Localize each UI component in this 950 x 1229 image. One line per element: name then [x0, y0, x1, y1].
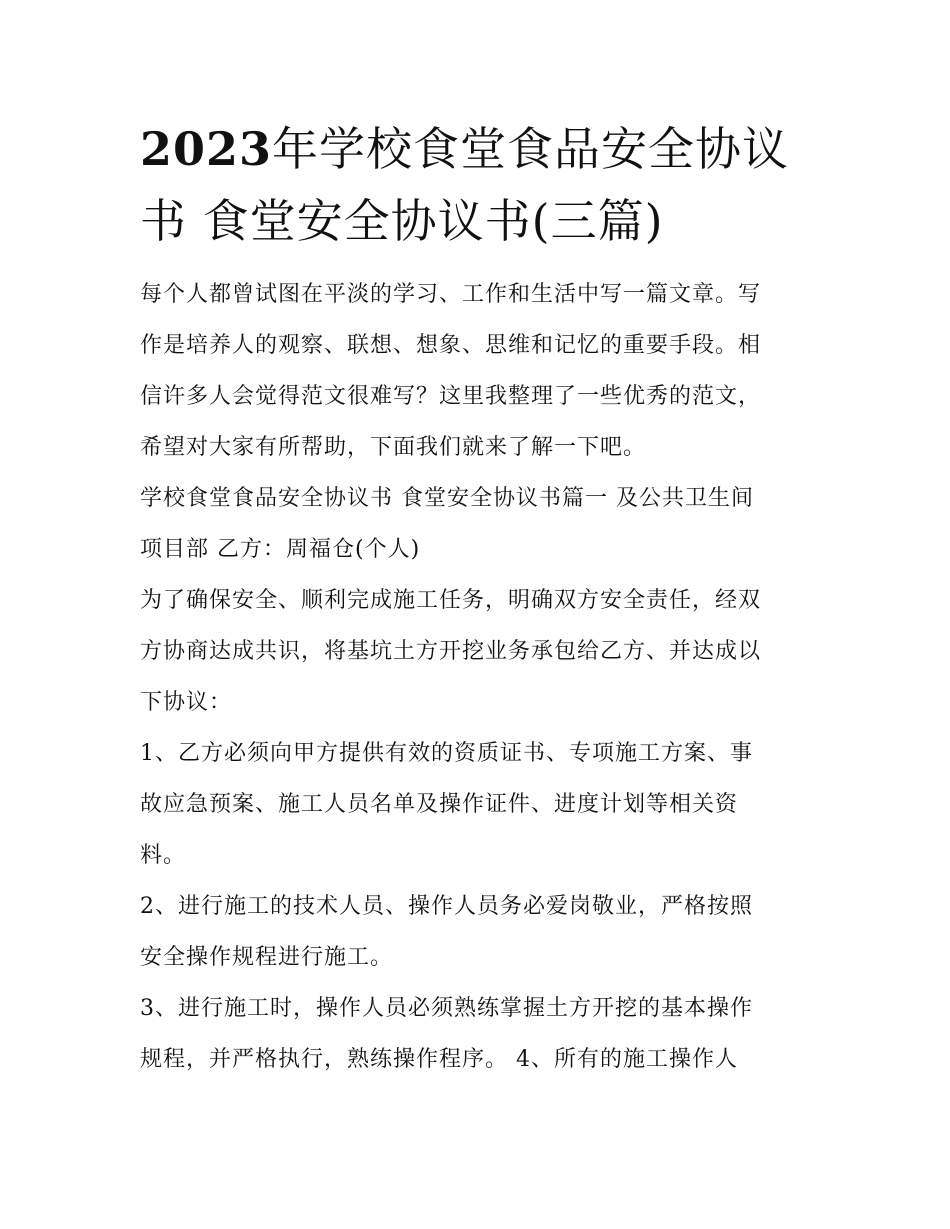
- text-line: 安全操作规程进行施工。: [140, 945, 394, 970]
- text-line: 2、进行施工的技术人员、操作人员务必爱岗敬业，严格按照: [140, 894, 753, 919]
- title-line2: 书 食堂安全协议书(三篇): [140, 194, 664, 248]
- title-year: 2023: [140, 122, 273, 176]
- text-line: 作是培养人的观察、联想、想象、思维和记忆的重要手段。相: [140, 333, 762, 358]
- text-line: 方协商达成共识，将基坑土方开挖业务承包给乙方、并达成以: [140, 639, 762, 664]
- text-line: 项目部 乙方：周福仓(个人): [140, 537, 421, 562]
- text-line: 3、进行施工时，操作人员必须熟练掌握土方开挖的基本操作: [140, 996, 753, 1021]
- text-line: 1、乙方必须向甲方提供有效的资质证书、专项施工方案、事: [140, 741, 753, 766]
- title-line1-rest: 年学校食堂食品安全协议: [272, 122, 790, 176]
- text-line: 学校食堂食品安全协议书 食堂安全协议书篇一 及公共卫生间: [140, 486, 754, 511]
- document-content: [140, 113, 820, 1085]
- text-line: 希望对大家有所帮助，下面我们就来了解一下吧。: [140, 435, 647, 460]
- text-line: 信许多人会觉得范文很难写？这里我整理了一些优秀的范文，: [140, 384, 762, 409]
- text-line: 规程，并严格执行，熟练操作程序。 4、所有的施工操作人: [140, 1047, 738, 1072]
- text-line: 为了确保安全、顺利完成施工任务，明确双方安全责任，经双: [140, 588, 762, 613]
- text-line: 故应急预案、施工人员名单及操作证件、进度计划等相关资: [140, 792, 739, 817]
- text-line: 每个人都曾试图在平淡的学习、工作和生活中写一篇文章。写: [140, 282, 762, 307]
- document-title: [140, 113, 820, 257]
- text-line: 料。: [140, 843, 187, 868]
- text-line: 下协议：: [140, 690, 233, 715]
